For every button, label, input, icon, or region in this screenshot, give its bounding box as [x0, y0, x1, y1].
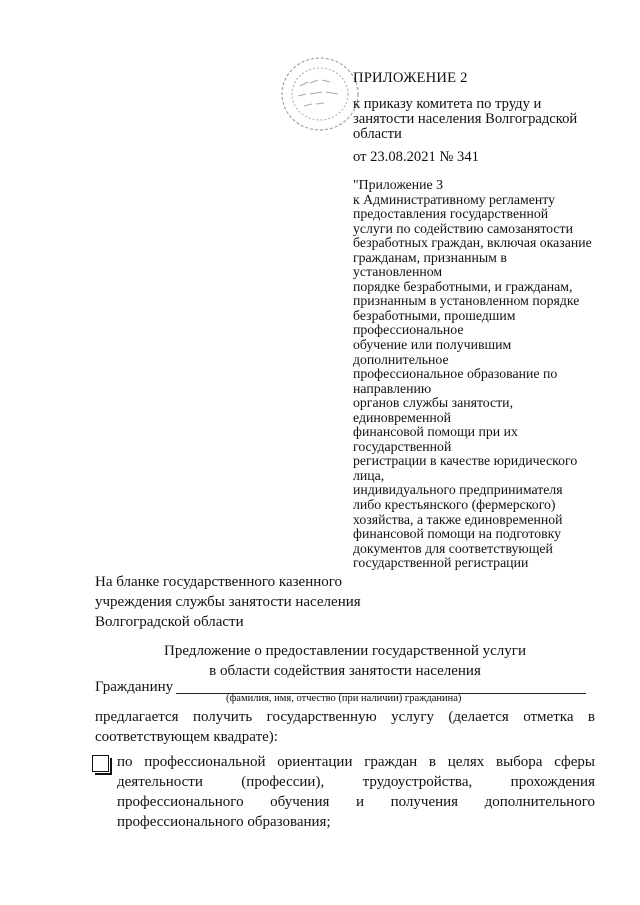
regulation-line: хозяйства, а также единовременной: [353, 511, 563, 527]
regulation-line: порядке безработными, и гражданам,: [353, 278, 573, 294]
career-guidance-option: [117, 752, 595, 832]
option-text-line: по профессиональной ориентации граждан в целях выбора сферы: [117, 754, 595, 770]
regulation-line: к Административному регламенту: [353, 191, 556, 207]
regulation-line: лица,: [353, 467, 385, 483]
regulation-line: единовременной: [353, 409, 452, 425]
regulation-line: безработных граждан, включая оказание: [353, 235, 592, 251]
appendix-order-line: области: [353, 126, 402, 142]
citizen-name-hint: (фамилия, имя, отчество (при наличии) гражданина): [226, 693, 462, 704]
option-text-line: профессионального образования;: [117, 814, 331, 830]
citizen-label: Гражданину: [95, 679, 174, 695]
regulation-line: направлению: [353, 380, 432, 396]
regulation-line: государственной: [353, 438, 452, 454]
appendix-title: ПРИЛОЖЕНИЕ 2: [353, 70, 468, 86]
regulation-line: регистрации в качестве юридического: [353, 453, 578, 469]
option-text-line: деятельности (профессии), трудоустройства, прохождения: [117, 774, 595, 790]
regulation-line: предоставления государственной: [353, 206, 549, 222]
regulation-line: профессиональное: [353, 322, 464, 338]
proposal-title-line: в области содействия занятости населения: [209, 663, 481, 679]
regulation-line: признанным в установленном порядке: [353, 293, 580, 309]
letterhead-note-line: учреждения службы занятости населения: [95, 594, 361, 610]
regulation-reference: [353, 178, 623, 571]
proposal-title-line: Предложение о предоставлении государственной услуги: [164, 643, 526, 659]
appendix-date: от 23.08.2021 № 341: [353, 149, 479, 165]
offer-text-line: предлагается получить государственную услугу (делается отметка в: [95, 709, 595, 725]
career-guidance-checkbox[interactable]: [92, 755, 109, 772]
option-text-line: профессионального обучения и получения дополнительного: [117, 794, 595, 810]
letterhead-note: [95, 572, 361, 632]
regulation-line: либо крестьянского (фермерского): [353, 497, 556, 513]
appendix-order-line: к приказу комитета по труду и: [353, 96, 542, 112]
regulation-line: установленном: [353, 264, 443, 280]
regulation-line: дополнительное: [353, 351, 449, 367]
regulation-line: индивидуального предпринимателя: [353, 482, 563, 498]
regulation-line: "Приложение 3: [353, 177, 444, 192]
appendix-order-line: занятости населения Волгоградской: [353, 111, 578, 127]
regulation-line: гражданам, признанным в: [353, 249, 507, 265]
offer-text: [95, 707, 595, 747]
letterhead-note-line: На бланке государственного казенного: [95, 574, 343, 590]
regulation-line: услуги по содействию самозанятости: [353, 220, 573, 236]
offer-text-line: соответствующем квадрате):: [95, 729, 278, 745]
regulation-line: профессиональное образование по: [353, 366, 558, 382]
regulation-line: государственной регистрации: [353, 555, 529, 571]
proposal-title: [95, 641, 595, 681]
appendix-order-reference: [353, 97, 623, 142]
regulation-line: финансовой помощи при их: [353, 424, 518, 440]
regulation-line: органов службы занятости,: [353, 395, 514, 411]
regulation-line: финансовой помощи на подготовку: [353, 526, 562, 542]
regulation-line: обучение или получившим: [353, 337, 512, 353]
letterhead-note-line: Волгоградской области: [95, 614, 244, 630]
registration-stamp-icon: [278, 52, 362, 136]
regulation-line: безработными, прошедшим: [353, 307, 516, 323]
regulation-line: документов для соответствующей: [353, 540, 553, 556]
